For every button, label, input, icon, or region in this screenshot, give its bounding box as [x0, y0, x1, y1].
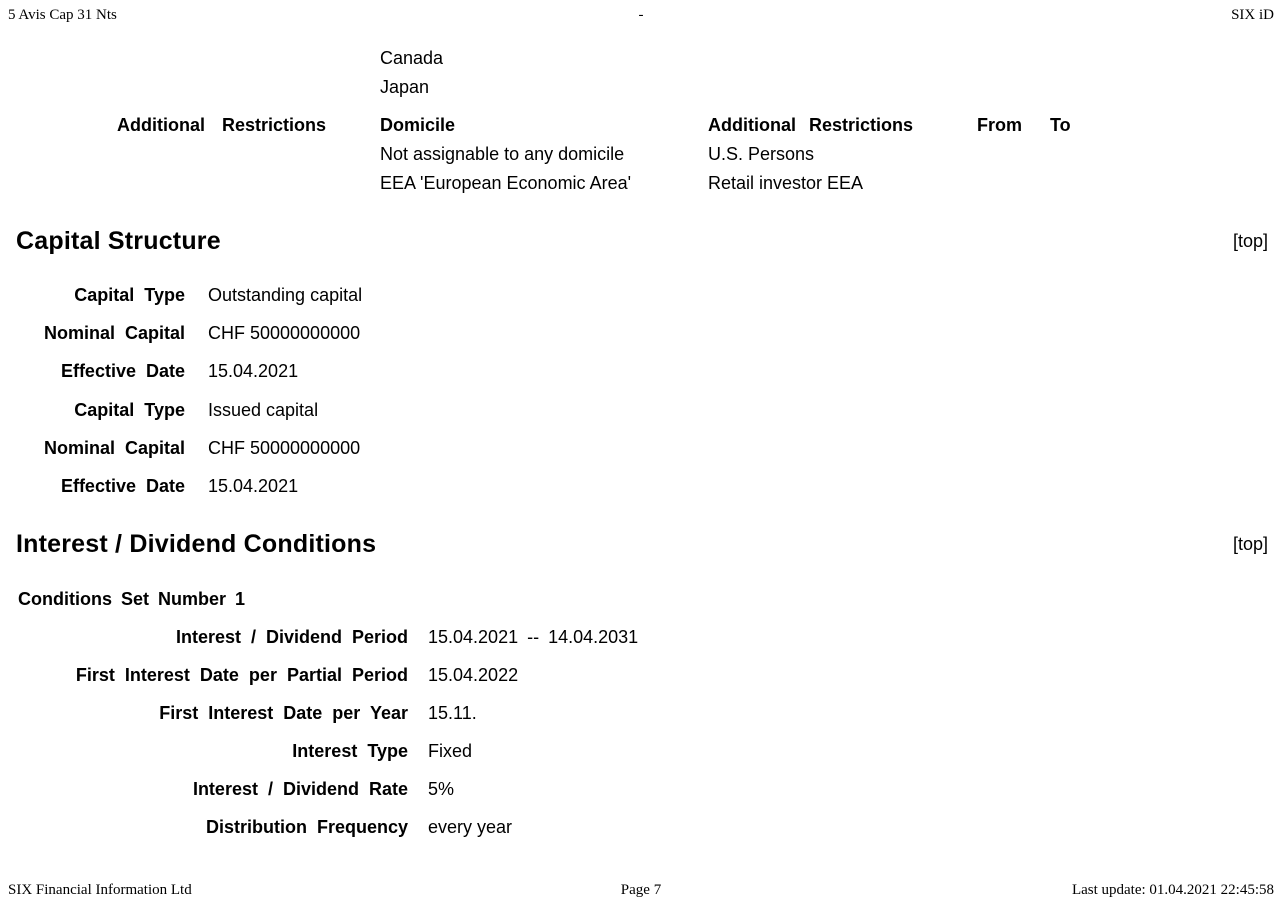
conditions-set-label: Conditions Set Number 1 — [18, 589, 246, 609]
field-value: 5% — [428, 779, 455, 799]
field-value: Outstanding capital — [208, 285, 363, 305]
brand-label: SIX iD — [1231, 7, 1274, 23]
field-value: 15.04.2022 — [428, 665, 519, 685]
domicile-continuation-value: Canada — [380, 48, 444, 68]
field-value: Issued capital — [208, 400, 319, 420]
field-value: 15.04.2021 -- 14.04.2031 — [428, 627, 639, 647]
domicile-value: Not assignable to any domicile — [380, 144, 625, 164]
field-value: CHF 50000000000 — [208, 323, 361, 343]
field-label: Effective Date — [60, 476, 185, 496]
additional-restriction-value: U.S. Persons — [708, 144, 815, 164]
field-label: Effective Date — [60, 361, 185, 381]
field-label: First Interest Date per Year — [159, 703, 408, 723]
field-value: Fixed — [428, 741, 473, 761]
restrictions-row-label: Additional Restrictions — [117, 115, 327, 135]
field-label: Interest / Dividend Rate — [192, 779, 408, 799]
additional-restriction-value: Retail investor EEA — [708, 173, 864, 193]
section-title-capital-structure: Capital Structure — [16, 227, 221, 255]
footer-company: SIX Financial Information Ltd — [8, 882, 192, 898]
field-label: Distribution Frequency — [205, 817, 408, 837]
domicile-value: EEA 'European Economic Area' — [380, 173, 632, 193]
additional-restrictions-column-header: Additional Restrictions — [708, 115, 914, 135]
top-anchor-link[interactable]: [top] — [1232, 534, 1268, 554]
section-title-interest-dividend: Interest / Dividend Conditions — [16, 530, 377, 558]
footer-page-number: Page 7 — [620, 882, 662, 898]
domicile-continuation-value: Japan — [380, 77, 430, 97]
from-column-header: From — [977, 115, 1022, 135]
field-label: Capital Type — [74, 285, 185, 305]
to-column-header: To — [1050, 115, 1071, 135]
field-value: every year — [428, 817, 513, 837]
header-separator: - — [638, 7, 644, 23]
field-label: Interest Type — [292, 741, 408, 761]
field-label: Capital Type — [74, 400, 185, 420]
domicile-column-header: Domicile — [380, 115, 456, 135]
field-label: First Interest Date per Partial Period — [75, 665, 408, 685]
field-value: 15.04.2021 — [208, 361, 299, 381]
footer-last-update: Last update: 01.04.2021 22:45:58 — [1071, 882, 1274, 898]
top-anchor-link[interactable]: [top] — [1232, 231, 1268, 251]
field-value: CHF 50000000000 — [208, 438, 361, 458]
field-value: 15.11. — [428, 703, 477, 723]
field-label: Nominal Capital — [43, 438, 185, 458]
field-label: Interest / Dividend Period — [175, 627, 408, 647]
field-value: 15.04.2021 — [208, 476, 299, 496]
document-title: 5 Avis Cap 31 Nts — [8, 7, 117, 23]
field-label: Nominal Capital — [43, 323, 185, 343]
